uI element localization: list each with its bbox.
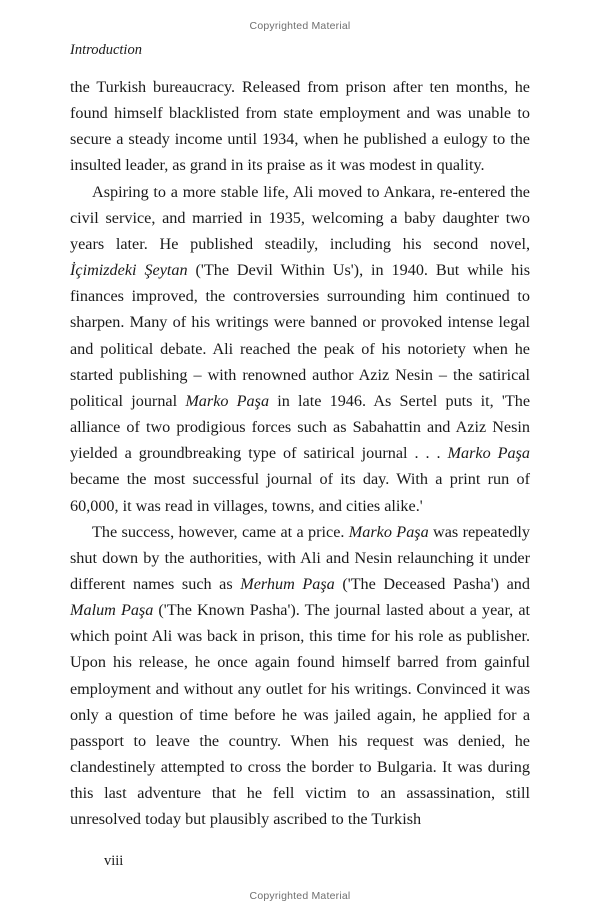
copyright-watermark-bottom: Copyrighted Material [249, 890, 351, 902]
paragraph: The success, however, came at a price. Marko Paşa was repeatedly shut down by the authorities, with Ali and Nesin relaunching it under different names such as Merhum Paşa ('The Deceased Pasha') and Malum Paşa ('The Known Pasha'). The journal lasted about a year, at which point Ali was back in prison, this time for his role as publisher. Upon his release, he once again found himself barred from gainful employment and without any outlet for his writings. Convinced it was only a question of time before he was jailed again, he applied for a passport to leave the country. When his request was denied, he clandestinely attempted to cross the border to Bulgaria. It was during this last adventure that he fell victim to an assassination, still unresolved today but plausibly ascribed to the Turkish [70, 522, 531, 829]
running-head: Introduction [70, 42, 142, 58]
paragraph: the Turkish bureaucracy. Released from prison after ten months, he found himself blacklisted from state employment and was unable to secure a steady income until 1934, when he published a eulogy to the insulted leader, as grand in its praise as it was modest in quality. [70, 78, 530, 175]
copyright-watermark-top: Copyrighted Material [249, 20, 351, 32]
paragraph: Aspiring to a more stable life, Ali moved to Ankara, re-entered the civil service, and married in 1935, welcoming a baby daughter two years later. He published steadily, including his second novel, İçimizdeki Şeytan ('The Devil Within Us'), in 1940. But while his finances improved, the controversies surrounding him continued to sharpen. Many of his writings were banned or provoked intense legal and political debate. Ali reached the peak of his notoriety when he started publishing – with renowned author Aziz Nesin – the satirical political journal Marko Paşa in late 1946. As Sertel puts it, 'The alliance of two prodigious forces such as Sabahattin and Aziz Nesin yielded a groundbreaking type of satirical journal . . . Marko Paşa became the most successful journal of its day. With a print run of 60,000, it was read in villages, towns, and cities alike.' [70, 182, 531, 515]
body-text [70, 74, 530, 833]
page-number: viii [104, 853, 124, 869]
